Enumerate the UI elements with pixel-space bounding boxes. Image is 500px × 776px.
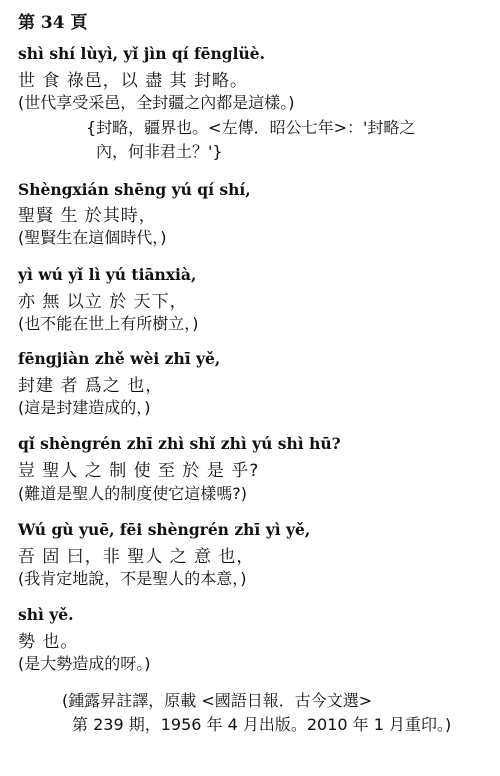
pinyin-line-5: qǐ shèngrén zhī zhì shǐ zhì yú shì hū? [18,434,341,453]
chinese-line-5: 豈 聖人 之 制 使 至 於 是 乎? [18,461,260,481]
pinyin-line-3: yì wú yǐ lì yú tiānxià, [18,265,197,284]
translation-line-4: (這是封建造成的，) [18,398,151,417]
pinyin-line-7: shì yě. [18,605,74,624]
translation-line-3: (也不能在世上有所樹立，) [18,314,199,333]
translation-line-2: (聖賢生在這個時代，) [18,228,167,247]
pinyin-line-1: shì shí lùyì, yǐ jìn qí fēnglüè. [18,44,266,63]
source-citation-line-1: (鍾露昇註譯，原載 <國語日報．古今文選> [62,691,373,710]
annotation-line-2: 內，何非君土？'} [96,142,223,161]
chinese-line-6: 吾 固 曰，非 聖人 之 意 也， [18,547,255,567]
chinese-line-2: 聖賢 生 於其時， [18,206,157,226]
source-citation-line-2: 第 239 期，1956 年 4 月出版。2010 年 1 月重印。) [72,715,452,734]
pinyin-line-2: Shèngxián shēng yú qí shí, [18,180,251,199]
translation-line-6: (我肯定地說，不是聖人的本意，) [18,569,247,588]
page-number: 第 34 頁 [18,13,88,33]
pinyin-line-4: fēngjiàn zhě wèi zhī yě, [18,349,221,368]
translation-line-5: (難道是聖人的制度使它這樣嗎?) [18,484,247,503]
chinese-line-3: 亦 無 以立 於 天下， [18,292,188,312]
translation-line-7: (是大勢造成的呀。) [18,654,151,673]
annotation-line-1: {封略，疆界也。<左傳．昭公七年>：'封略之 [86,118,416,137]
chinese-line-1: 世 食 祿邑，以 盡 其 封略。 [18,71,249,91]
pinyin-line-6: Wú gù yuē, fēi shèngrén zhī yì yě, [18,520,311,539]
chinese-line-7: 勢 也。 [18,632,79,652]
translation-line-1: (世代享受采邑，全封疆之內都是這樣。) [18,93,295,112]
chinese-line-4: 封建 者 爲之 也， [18,376,164,396]
